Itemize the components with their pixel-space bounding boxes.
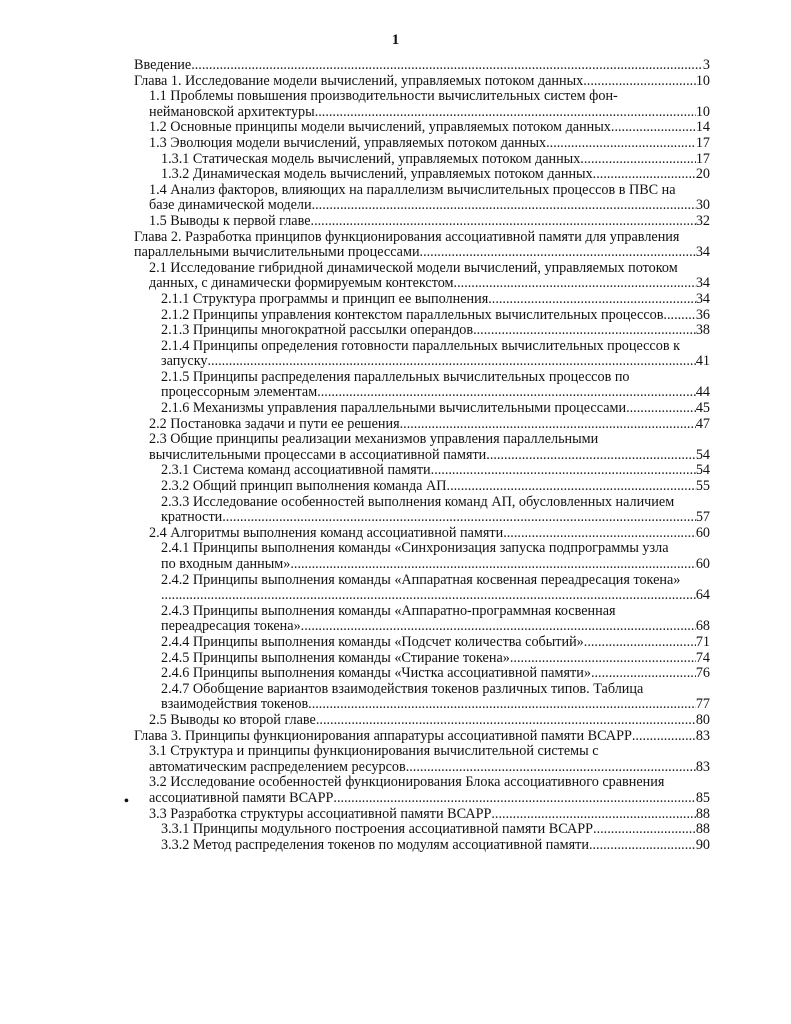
toc-entry-title: Глава 1. Исследование модели вычислений, управляемых потоком данных [134, 72, 584, 89]
toc-entry-title: Введение [134, 57, 192, 73]
toc-entry[interactable] [134, 666, 710, 682]
toc-entry[interactable] [134, 807, 710, 823]
toc-entry[interactable] [134, 89, 710, 120]
toc-page-number: 17 [695, 150, 710, 167]
toc-entry-title: 2.3.1 Система команд ассоциативной памяти [161, 462, 431, 479]
margin-dot: • [124, 794, 129, 809]
toc-page-number: 60 [695, 556, 710, 572]
dot-leader [632, 729, 696, 745]
toc-entry-title-line: 1.4 Анализ факторов, влияющих на параллелизм вычислительных процессов в ПВС на [149, 182, 676, 198]
toc-page-number: 88 [695, 821, 710, 838]
toc-entry[interactable] [134, 713, 710, 729]
toc-entry-title-line: 3.1 Структура и принципы функционирования вычислительной системы с [149, 744, 599, 760]
dot-leader [488, 292, 696, 308]
toc-entry-title: 2.2 Постановка задачи и пути ее решения [149, 415, 400, 432]
toc-entry-title: 2.4.5 Принципы выполнения команды «Стирание токена» [161, 649, 510, 666]
toc-entry-title: 1.3.1 Статическая модель вычислений, управляемых потоком данных. [161, 150, 584, 167]
dot-leader [447, 479, 696, 495]
toc-entry[interactable] [134, 526, 710, 542]
toc-page-number: 44 [695, 384, 710, 401]
dot-leader [315, 105, 696, 121]
toc-entry-title: 2.4.4 Принципы выполнения команды «Подсчет количества событий» [161, 633, 584, 650]
toc-entry[interactable] [134, 463, 710, 479]
dot-leader [626, 401, 696, 417]
toc-entry-title-line: 2.1.4 Принципы определения готовности параллельных вычислительных процессов к [161, 338, 680, 354]
toc-page-number: 68 [695, 618, 710, 635]
toc-entry[interactable] [134, 308, 710, 324]
toc-entry[interactable] [134, 573, 710, 604]
toc-entry-title: 3.3 Разработка структуры ассоциативной памяти ВСАРР [149, 805, 492, 822]
dot-leader [611, 120, 696, 136]
toc-entry-title: автоматическим распределением ресурсов [149, 758, 406, 775]
dot-leader [546, 136, 696, 152]
dot-leader [663, 308, 695, 324]
toc-entry[interactable] [134, 651, 710, 667]
dot-leader [207, 354, 695, 370]
dot-leader [400, 417, 696, 433]
toc-entry-title: процессорным элементам [161, 384, 318, 401]
toc-page-number: 34 [695, 244, 710, 261]
toc-page-number: 38 [695, 322, 710, 339]
toc-page-number: 32 [695, 212, 710, 229]
dot-leader [290, 557, 695, 573]
toc-entry[interactable] [134, 495, 710, 526]
toc-entry-title: 2.5 Выводы ко второй главе [149, 711, 316, 728]
dot-leader [301, 619, 696, 635]
toc-entry[interactable] [134, 339, 710, 370]
toc-entry[interactable] [134, 682, 710, 713]
toc-entry-title: ассоциативной памяти ВСАРР [149, 789, 334, 806]
toc-page-number: 74 [695, 649, 710, 666]
dot-leader [311, 214, 696, 230]
toc-entry-title: данных, с динамически формируемым контекстом [149, 275, 454, 292]
toc-page-number: 88 [695, 805, 710, 822]
toc-entry[interactable] [134, 74, 710, 90]
dot-leader [503, 526, 696, 542]
toc-entry[interactable] [134, 167, 710, 183]
dot-leader [491, 807, 695, 823]
toc-entry[interactable] [134, 120, 710, 136]
toc-entry-title: кратности [161, 509, 223, 526]
toc-page-number: 20 [695, 166, 710, 183]
toc-entry[interactable] [134, 292, 710, 308]
dot-leader [222, 510, 696, 526]
toc-entry-title: вычислительными процессами в ассоциативной памяти. [149, 446, 490, 463]
toc-entry-title-line: 2.1.5 Принципы распределения параллельных вычислительных процессов по [161, 369, 630, 385]
toc-entry-title: взаимодействия токенов. [161, 696, 312, 713]
toc-entry-title: 2.4 Алгоритмы выполнения команд ассоциативной памяти [149, 524, 504, 541]
toc-entry[interactable] [134, 152, 710, 168]
toc-entry-title-line: 2.4.1 Принципы выполнения команды «Синхронизация запуска подпрограммы узла [161, 541, 669, 557]
toc-entry[interactable] [134, 323, 710, 339]
toc-entry[interactable] [134, 838, 710, 854]
toc-page-number: 47 [695, 415, 710, 432]
toc-entry[interactable] [134, 214, 710, 230]
dot-leader [584, 152, 696, 168]
toc-entry-title: 2.4.6 Принципы выполнения команды «Чистка ассоциативной памяти» [161, 665, 591, 682]
dot-leader [593, 822, 696, 838]
toc-entry[interactable] [134, 775, 710, 806]
toc-entry[interactable] [134, 479, 710, 495]
toc-entry[interactable] [134, 729, 710, 745]
toc-page-number: 30 [695, 197, 710, 214]
dot-leader [316, 713, 696, 729]
toc-page-number: 3 [702, 57, 710, 73]
toc-page-number: 83 [695, 758, 710, 775]
page-number: 1 [391, 32, 400, 48]
toc-page-number: 60 [695, 524, 710, 541]
toc-page-number: 14 [695, 119, 710, 136]
dot-leader [454, 276, 696, 292]
toc-entry-title: 1.2 Основные принципы модели вычислений, управляемых потоком данных [149, 119, 611, 136]
toc-page-number: 83 [695, 727, 710, 744]
toc-entry-title-line: 2.1 Исследование гибридной динамической модели вычислений, управляемых потоком [149, 260, 678, 276]
toc-entry[interactable] [134, 541, 710, 572]
toc-entry[interactable] [134, 370, 710, 401]
toc-page-number: 76 [695, 665, 710, 682]
toc-page-number: 45 [695, 400, 710, 417]
toc-entry-title: 2.3.2 Общий принцип выполнения команда АП [161, 478, 447, 495]
dot-leader [490, 448, 696, 464]
toc-page-number: 71 [695, 633, 710, 650]
toc-entry-title: Глава 3. Принципы функционирования аппаратуры ассоциативной памяти ВСАРР [134, 727, 632, 744]
toc-entry[interactable] [134, 604, 710, 635]
toc-entry-title: базе динамической модели [149, 197, 312, 214]
toc-entry-title: параллельными вычислительными процессами [134, 244, 420, 261]
toc-entry-title: неймановской архитектуры [149, 103, 315, 120]
toc-entry-title: 1.3.2 Динамическая модель вычислений, управляемых потоком данных [161, 166, 593, 183]
dot-leader [473, 323, 696, 339]
toc-page-number: 64 [695, 587, 710, 604]
toc-page-number: 90 [695, 836, 710, 853]
toc-page-number: 77 [695, 696, 710, 713]
toc-entry-title: 2.1.2 Принципы управления контекстом параллельных вычислительных процессов [161, 306, 664, 323]
dot-leader [333, 791, 695, 807]
dot-leader [593, 167, 696, 183]
toc-entry-title: по входным данным» [161, 556, 291, 572]
dot-leader [317, 385, 696, 401]
toc-entry-title-line: 3.2 Исследование особенностей функционирования Блока ассоциативного сравнения [149, 775, 665, 791]
toc-entry[interactable] [134, 635, 710, 651]
toc-page-number: 57 [695, 509, 710, 526]
dot-leader [591, 666, 696, 682]
toc-entry-title-line: 2.4.7 Обобщение вариантов взаимодействия токенов различных типов. Таблица [161, 681, 644, 697]
toc-page-number: 85 [695, 789, 710, 806]
toc-entry-title: 2.1.1 Структура программы и принцип ее выполнения [161, 290, 489, 307]
toc-entry-title: 2.1.6 Механизмы управления параллельными вычислительными процессами [161, 400, 627, 417]
dot-leader [161, 588, 696, 604]
dot-leader [583, 74, 696, 90]
dot-leader [584, 635, 696, 651]
toc-page-number: 41 [695, 353, 710, 370]
toc-entry-title-line: Глава 2. Разработка принципов функционирования ассоциативной памяти для управления [134, 229, 680, 245]
toc-entry[interactable] [134, 744, 710, 775]
toc-entry-title-line: 2.4.2 Принципы выполнения команды «Аппаратная косвенная переадресация токена» [161, 572, 681, 588]
toc-entry[interactable] [134, 261, 710, 292]
toc-entry[interactable] [134, 230, 710, 261]
toc-entry-title: запуску [161, 353, 208, 370]
toc-entry-title: переадресация токена» [161, 618, 301, 635]
toc-entry-title-line: 2.3 Общие принципы реализации механизмов управления параллельными [149, 432, 599, 448]
toc-entry-title: 3.3.2 Метод распределения токенов по модулям ассоциативной памяти [161, 836, 589, 853]
toc-entry-title: 3.3.1 Принципы модульного построения ассоциативной памяти ВСАРР [161, 821, 594, 838]
toc-page-number: 17 [695, 134, 710, 151]
toc-entry-title-line: 2.4.3 Принципы выполнения команды «Аппаратно-программная косвенная [161, 603, 616, 619]
dot-leader [312, 697, 696, 713]
toc-page-number: 34 [695, 275, 710, 292]
toc-page-number: 36 [695, 306, 710, 323]
dot-leader [312, 198, 696, 214]
table-of-contents [134, 58, 710, 853]
dot-leader [420, 245, 696, 261]
toc-entry-title: 2.1.3 Принципы многократной рассылки операндов [161, 322, 474, 339]
toc-entry-title: 1.3 Эволюция модели вычислений, управляемых потоком данных [149, 134, 547, 151]
toc-page-number: 80 [695, 711, 710, 728]
toc-page-number: 55 [695, 478, 710, 495]
dot-leader [589, 838, 696, 854]
toc-entry[interactable] [134, 432, 710, 463]
toc-entry[interactable] [134, 183, 710, 214]
dot-leader [406, 760, 696, 776]
toc-entry-title-line: 1.1 Проблемы повышения производительности вычислительных систем фон- [149, 89, 618, 105]
toc-page-number: 54 [695, 462, 710, 479]
dot-leader [510, 651, 696, 667]
toc-page-number: 34 [695, 290, 710, 307]
toc-entry-title-line: 2.3.3 Исследование особенностей выполнения команд АП, обусловленных наличием [161, 494, 675, 510]
toc-entry[interactable] [134, 136, 710, 152]
dot-leader [191, 58, 703, 74]
dot-leader [431, 463, 696, 479]
toc-entry[interactable] [134, 58, 710, 74]
toc-entry[interactable] [134, 401, 710, 417]
toc-entry[interactable] [134, 822, 710, 838]
toc-page-number: 10 [695, 72, 710, 89]
toc-page-number: 10 [695, 103, 710, 120]
toc-entry[interactable] [134, 417, 710, 433]
toc-page-number: 54 [695, 446, 710, 463]
toc-entry-title: 1.5 Выводы к первой главе [149, 212, 311, 229]
